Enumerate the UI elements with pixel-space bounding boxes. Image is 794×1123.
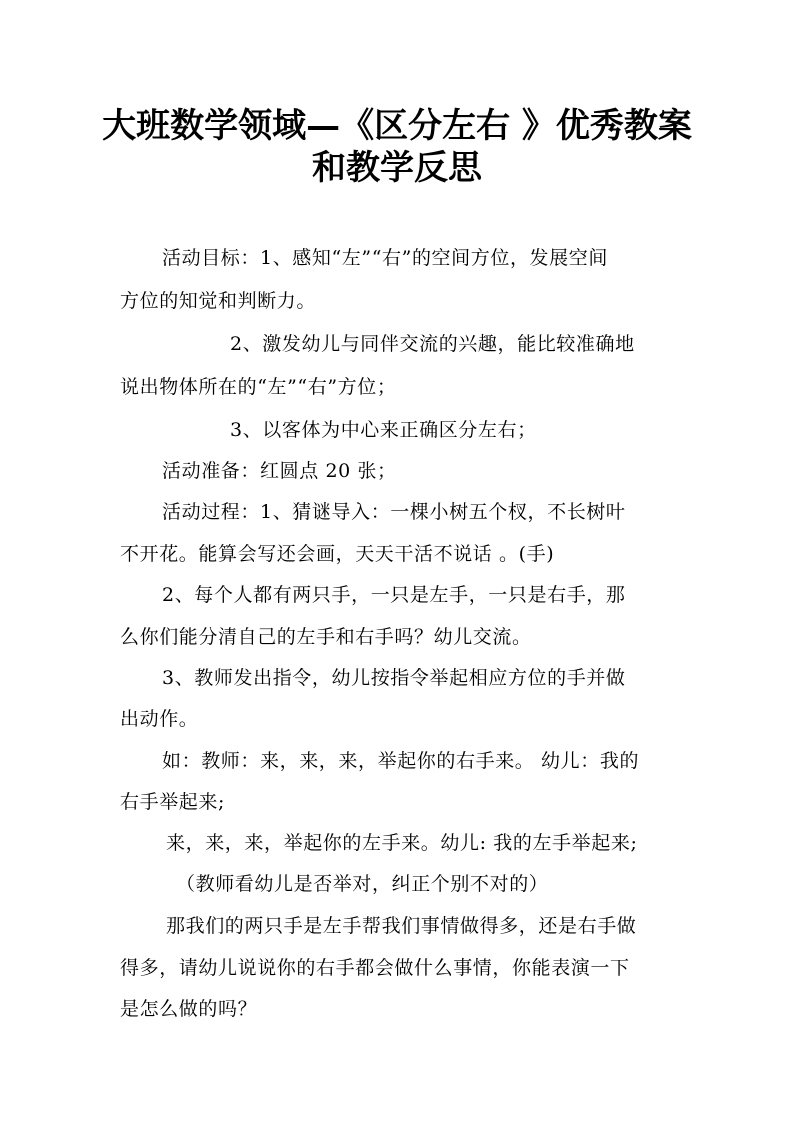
- body-line: 是怎么做的吗？: [120, 998, 258, 1020]
- body-line: 3、教师发出指令，幼儿按指令举起相应方位的手并做: [162, 667, 626, 689]
- body-line: 方位的知觉和判断力。: [120, 290, 317, 312]
- body-line: 来，来，来，举起你的左手来。幼儿: 我的左手举起来;: [166, 832, 638, 854]
- body-line: 出动作。: [120, 708, 199, 730]
- body-line: 活动目标：1、感知“左”“右”的空间方位，发展空间: [162, 247, 608, 269]
- body-line: （教师看幼儿是否举对，纠正个别不对的）: [176, 873, 549, 895]
- body-line: 活动过程：1、猜谜导入：一棵小树五个杈，不长树叶: [162, 501, 626, 523]
- body-line: 不开花。能算会写还会画，天天干活不说话 。(手): [120, 543, 555, 565]
- body-line: 3、以客体为中心来正确区分左右；: [230, 419, 537, 441]
- body-line: 得多，请幼儿说说你的右手都会做什么事情，你能表演一下: [120, 957, 630, 979]
- body-line: 那我们的两只手是左手帮我们事情做得多，还是右手做: [166, 915, 637, 937]
- body-line: 右手举起来;: [120, 791, 226, 813]
- body-line: 2、激发幼儿与同伴交流的兴趣，能比较准确地: [230, 333, 635, 355]
- body-line: 活动准备：红圆点 20 张；: [162, 460, 397, 482]
- body-line: 2、每个人都有两只手，一只是左手，一只是右手，那: [162, 584, 626, 606]
- title-line-2: 和教学反思: [312, 148, 482, 188]
- body-line: 么你们能分清自己的左手和右手吗？幼儿交流。: [120, 626, 532, 648]
- title-line-1: 大班数学领域—《区分左右 》优秀教案: [102, 106, 692, 146]
- body-line: 如：教师：来，来，来，举起你的右手来。 幼儿：我的: [162, 750, 640, 772]
- body-line: 说出物体所在的“左”“右”方位；: [120, 376, 397, 398]
